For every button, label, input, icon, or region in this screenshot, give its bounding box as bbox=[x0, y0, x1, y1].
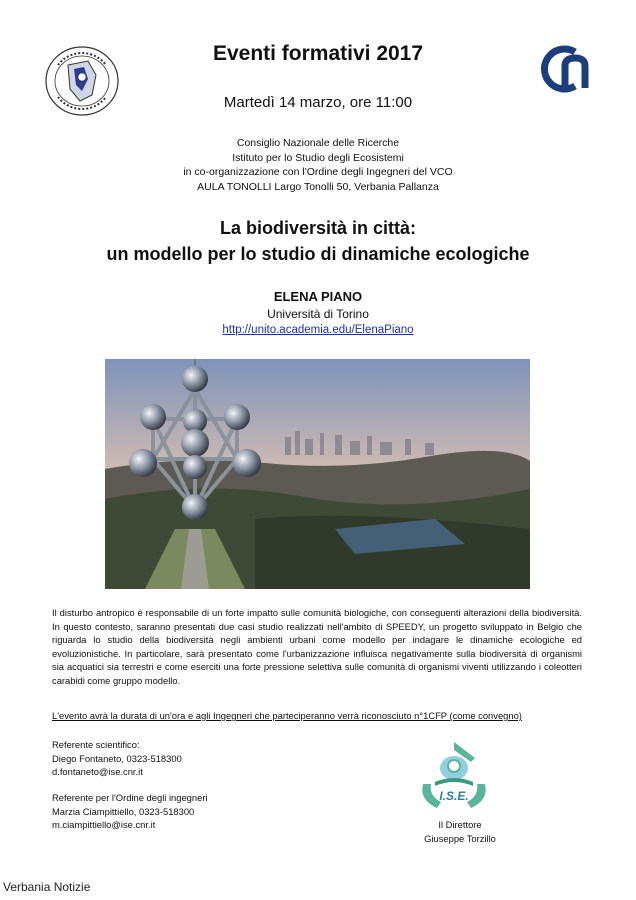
venue-line: AULA TONOLLI Largo Tonolli 50, Verbania Pallanza bbox=[197, 180, 439, 193]
order-contact bbox=[52, 791, 208, 832]
organizer-line: in co-organizzazione con l'Ordine degli Ingegneri del VCO bbox=[183, 166, 453, 178]
scientific-contact bbox=[52, 738, 182, 779]
order-contact-name: Marzia Ciampittiello, 0323-518300 bbox=[52, 805, 195, 817]
speaker-name: ELENA PIANO bbox=[273, 289, 363, 304]
organizer-line: Istituto per lo Studio degli Ecosistemi bbox=[232, 151, 404, 164]
talk-title-line2: un modello per lo studio di dinamiche ecologiche bbox=[106, 244, 530, 264]
abstract-text: Il disturbo antropico è responsabile di un forte impatto sulle comunità biologiche, con conseguenti alterazioni della biodiversità. In questo contesto, saranno presentati due casi studio realizzati nell'ambito di SPEEDY, un progetto sviluppato in Belgio che riguarda lo studio della biodiversità negli ambienti urbani come modello per indagare le dinamiche ecologiche ed evoluzionistiche. In particolare, sarà presentato come l'urbanizzazione influisca negativamente sulla biodiversità di organismi sia acquatici sia terrestri e come eserciti una forte pressione selettiva sulle comunità di organismi viventi utilizzando i coleotteri carabidi come gruppo modello. bbox=[52, 607, 582, 686]
director-block bbox=[395, 818, 525, 845]
cfp-notice: L'evento avrà la durata di un'ora e agli Ingegneri che parteciperanno verrà riconosciuto n°1CFP (come convegno) bbox=[52, 710, 522, 721]
director-title: Il Direttore bbox=[438, 819, 482, 830]
talk-title-line1: La biodiversità in città: bbox=[219, 218, 417, 238]
event-date: Martedì 14 marzo, ore 11:00 bbox=[223, 94, 413, 111]
order-contact-email[interactable]: m.ciampittiello@ise.cnr.it bbox=[52, 819, 156, 830]
event-title: Eventi formativi 2017 bbox=[212, 42, 424, 65]
ise-logo-text: I.S.E. bbox=[439, 789, 469, 803]
ise-logo bbox=[415, 738, 493, 814]
talk-title bbox=[0, 215, 636, 267]
scientific-contact-name: Diego Fontaneto, 0323-518300 bbox=[52, 752, 182, 764]
scientific-contact-label: Referente scientifico: bbox=[52, 739, 140, 750]
speaker-affiliation: Università di Torino bbox=[267, 307, 369, 321]
scientific-contact-email[interactable]: d.fontaneto@ise.cnr.it bbox=[52, 766, 143, 777]
organizer-line: Consiglio Nazionale delle Ricerche bbox=[236, 137, 400, 149]
speaker-url-link[interactable]: http://unito.academia.edu/ElenaPiano bbox=[222, 324, 414, 336]
director-name: Giuseppe Torzillo bbox=[424, 832, 496, 844]
watermark: Verbania Notizie bbox=[3, 880, 91, 894]
organizers-block bbox=[0, 136, 636, 194]
atomium-photo bbox=[105, 359, 530, 589]
order-contact-label: Referente per l'Ordine degli ingegneri bbox=[52, 792, 208, 803]
